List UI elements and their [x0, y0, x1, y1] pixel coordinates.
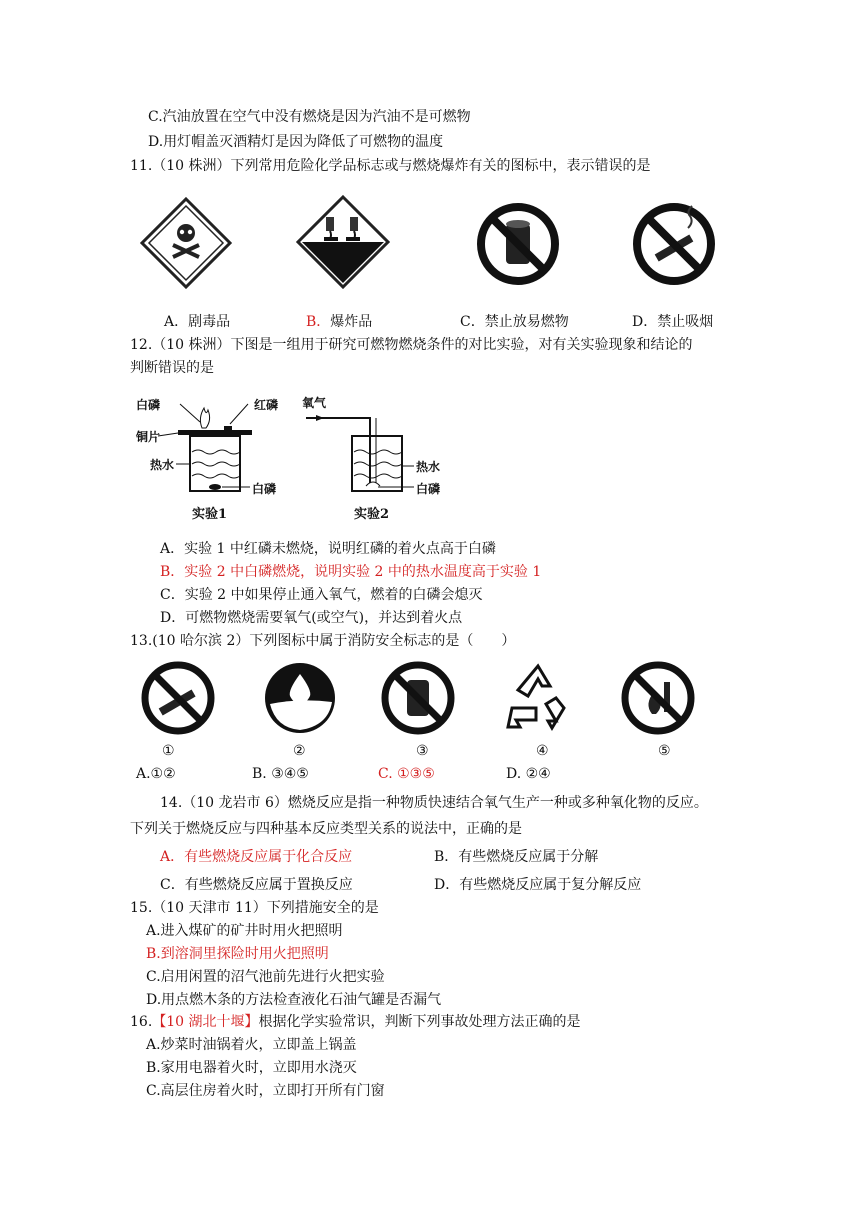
q13-number-4: ④ [536, 743, 549, 759]
q13-option-d: D. ②④ [506, 766, 551, 782]
q15-stem: 15.（10 天津市 11）下列措施安全的是 [130, 900, 379, 916]
q13-number-3: ③ [416, 743, 429, 759]
combustion-experiment-diagram [130, 386, 450, 526]
q10-option-c: C.汽油放置在空气中没有燃烧是因为汽油不是可燃物 [148, 109, 471, 125]
no-smoking-sign-icon [632, 202, 716, 286]
q12-option-a: A．实验 1 中红磷未燃烧，说明红磷的着火点高于白磷 [160, 541, 496, 557]
label-hot-water-1: 热水 [150, 458, 175, 472]
q11-option-a-letter: A． [164, 314, 189, 330]
q10-option-d: D.用灯帽盖灭酒精灯是因为降低了可燃物的温度 [148, 134, 444, 150]
toxic-sign-icon [140, 197, 232, 289]
q14-stem-line2: 下列关于燃烧反应与四种基本反应类型关系的说法中，正确的是 [130, 821, 522, 837]
q15-option-d: D.用点燃木条的方法检查液化石油气罐是否漏气 [146, 992, 442, 1008]
q11-option-c-text: 禁止放易燃物 [484, 314, 569, 330]
q11-option-b-text: 爆炸品 [330, 314, 373, 330]
no-flammables-sign-icon [476, 202, 560, 286]
q11-stem: 11.（10 株洲）下列常用危险化学品标志或与燃烧爆炸有关的图标中，表示错误的是 [130, 158, 651, 174]
q13-number-2: ② [293, 743, 306, 759]
q16-option-b: B.家用电器着火时，立即用水浇灭 [146, 1060, 357, 1076]
label-white-phosphorus: 白磷 [136, 398, 161, 412]
q11-option-b [306, 313, 372, 331]
label-white-phosphorus-2: 白磷 [252, 482, 277, 496]
q12-option-b: B．实验 2 中白磷燃烧，说明实验 2 中的热水温度高于实验 1 [160, 564, 542, 580]
q16-stem [130, 1013, 581, 1031]
q15-option-b: B.到溶洞里探险时用火把照明 [146, 946, 329, 962]
q14-stem-line1: 14.（10 龙岩市 6）燃烧反应是指一种物质快速结合氧气生产一种或多种氧化物的反应。 [160, 795, 708, 811]
label-oxygen: 氧气 [302, 396, 327, 410]
no-open-flame-sign-icon [620, 660, 696, 736]
q11-option-c-letter: C． [460, 314, 485, 330]
q15-option-a: A.进入煤矿的矿井时用火把照明 [146, 923, 343, 939]
q16-number: 16. [130, 1014, 153, 1030]
caption-experiment-1: 实验1 [192, 507, 228, 522]
recycling-sign-icon [500, 660, 576, 736]
q16-source: 【10 湖北十堰】 [152, 1014, 259, 1030]
q14-option-d: D．有些燃烧反应属于复分解反应 [434, 877, 642, 893]
q13-number-5: ⑤ [658, 743, 671, 759]
q12-stem-line1: 12.（10 株洲）下图是一组用于研究可燃物燃烧条件的对比实验，对有关实验现象和结论的 [130, 337, 693, 353]
q11-option-a [164, 313, 230, 331]
label-copper-sheet: 铜片 [136, 430, 161, 444]
q13-number-1: ① [162, 743, 175, 759]
water-saving-sign-icon [262, 660, 338, 736]
q14-option-a: A．有些燃烧反应属于化合反应 [160, 849, 353, 865]
q16-question: 根据化学实验常识，判断下列事故处理方法正确的是 [258, 1014, 581, 1030]
q11-option-d-letter: D． [632, 314, 658, 330]
q11-option-a-text: 剧毒品 [188, 314, 231, 330]
label-red-phosphorus: 红磷 [254, 398, 279, 412]
q11-option-c [460, 313, 569, 331]
q11-option-d-text: 禁止吸烟 [657, 314, 714, 330]
q12-stem-line2: 判断错误的是 [130, 360, 214, 376]
no-smoking-sign-icon [140, 660, 216, 736]
q16-option-a: A.炒菜时油锅着火，立即盖上锅盖 [146, 1037, 357, 1053]
label-white-phosphorus-3: 白磷 [416, 482, 441, 496]
q11-option-b-letter: B． [306, 314, 331, 330]
no-flammables-sign-icon [380, 660, 456, 736]
label-hot-water-2: 热水 [416, 460, 441, 474]
q12-option-d: D．可燃物燃烧需要氧气(或空气)，并达到着火点 [160, 610, 463, 626]
q11-option-d [632, 313, 713, 331]
q16-option-c: C.高层住房着火时，立即打开所有门窗 [146, 1083, 385, 1099]
q13-option-c: C. ①③⑤ [378, 766, 435, 782]
q12-option-c: C．实验 2 中如果停止通入氧气，燃着的白磷会熄灭 [160, 587, 483, 603]
q13-stem: 13.(10 哈尔滨 2）下列图标中属于消防安全标志的是（ ） [130, 633, 516, 649]
q14-option-b: B．有些燃烧反应属于分解 [434, 849, 599, 865]
corrosive-sign-icon [296, 195, 390, 289]
q14-option-c: C．有些燃烧反应属于置换反应 [160, 877, 353, 893]
q13-option-b: B. ③④⑤ [252, 766, 309, 782]
q13-option-a: A.①② [136, 766, 176, 782]
q15-option-c: C.启用闲置的沼气池前先进行火把实验 [146, 969, 385, 985]
caption-experiment-2: 实验2 [354, 507, 390, 522]
